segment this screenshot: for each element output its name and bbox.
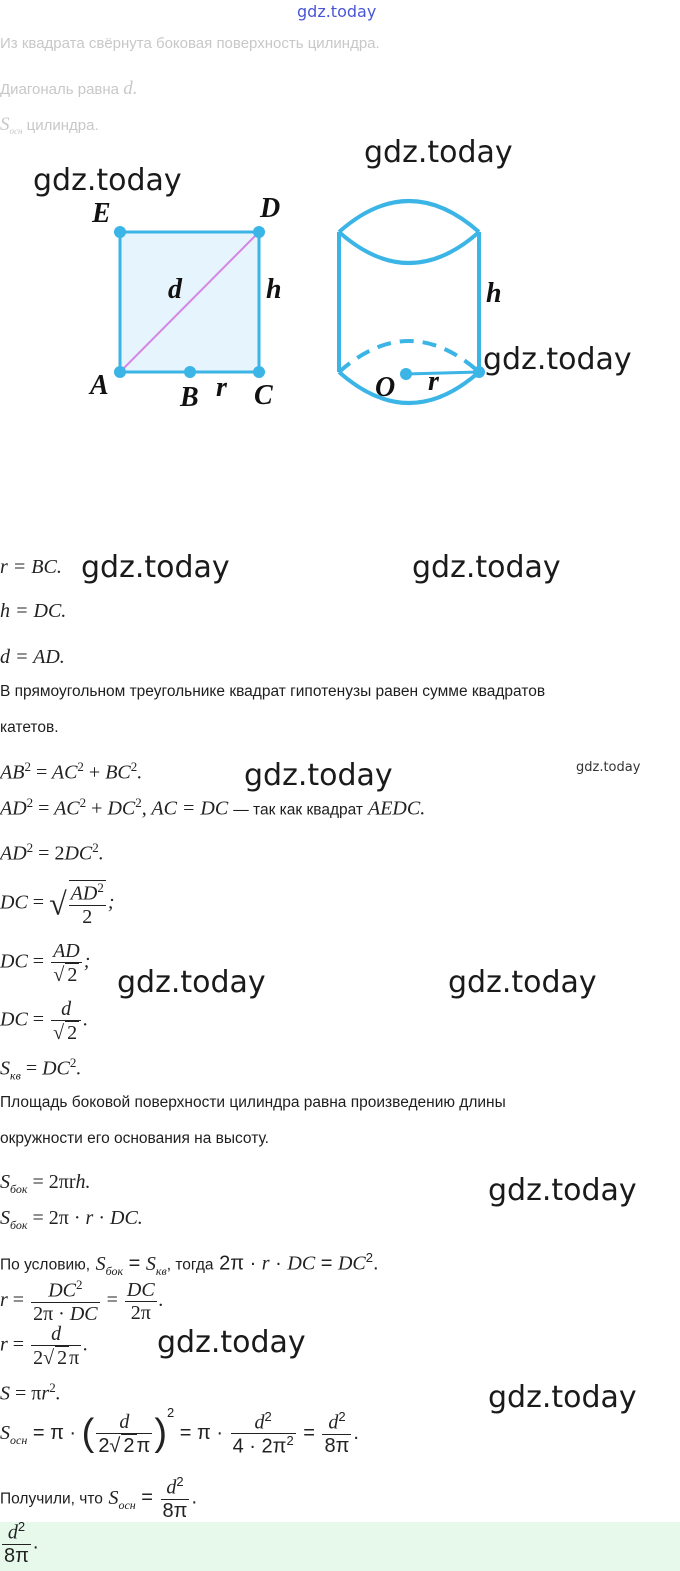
sub-bok: бок bbox=[10, 1218, 28, 1232]
label-r-square: r bbox=[216, 372, 227, 403]
label-r-cylinder: r bbox=[428, 366, 439, 397]
cond-prefix: По условию, bbox=[0, 1256, 91, 1274]
eq-s-pir2: $S = \pi r^2$. bbox=[0, 1380, 61, 1405]
answer-box bbox=[0, 1519, 680, 1571]
ac-eq-dc: AC = DC bbox=[151, 797, 229, 820]
cond-then: , тогда bbox=[166, 1256, 214, 1274]
radius-line bbox=[406, 372, 479, 374]
top-watermark: gdz.today bbox=[297, 2, 377, 21]
problem-line-2-var: d. bbox=[123, 78, 138, 99]
sub-osn: осн bbox=[118, 1497, 136, 1512]
eq-r-frac: r = $\frac{DC^2}{2\pi \cdot DC}$ = $\frac{DC}{2\pi}$ . bbox=[0, 1277, 164, 1325]
problem-line-3-sub: осн bbox=[9, 126, 23, 136]
point-c bbox=[253, 366, 265, 378]
eq-s-bok-1: $S_{бок} = 2\pi rh$. bbox=[0, 1171, 91, 1196]
label-c: C bbox=[254, 380, 273, 411]
point-d bbox=[253, 226, 265, 238]
lateral-text-2: окружности его основания на высоту. bbox=[0, 1130, 269, 1147]
eq-ab-squared: $AB^2 = AC^2 + BC^2$. bbox=[0, 759, 143, 784]
label-o: O bbox=[375, 372, 396, 403]
watermark: gdz.today bbox=[448, 965, 597, 1000]
watermark: gdz.today bbox=[576, 760, 641, 775]
problem-line-2-text: Диагональ равна bbox=[0, 81, 120, 98]
watermark: gdz.today bbox=[81, 550, 230, 585]
eq-d: d = AD. bbox=[0, 646, 65, 668]
lateral-text-1: Площадь боковой поверхности цилиндра равна произведению длины bbox=[0, 1094, 506, 1111]
watermark: gdz.today bbox=[488, 1173, 637, 1208]
watermark: gdz.today bbox=[117, 965, 266, 1000]
label-a: A bbox=[90, 370, 109, 401]
label-b: B bbox=[180, 382, 199, 413]
point-e bbox=[114, 226, 126, 238]
pyth-text-2: катетов. bbox=[0, 719, 59, 736]
problem-line-1: Из квадрата свёрнута боковая поверхность цилиндра. bbox=[0, 35, 380, 52]
watermark: gdz.today bbox=[364, 135, 513, 170]
watermark: gdz.today bbox=[33, 163, 182, 198]
cylinder-figure bbox=[339, 201, 485, 403]
pyth-text-1: В прямоугольном треугольнике квадрат гипотенузы равен сумме квадратов bbox=[0, 683, 546, 700]
label-d-diagonal: d bbox=[168, 274, 182, 305]
watermark: gdz.today bbox=[483, 342, 632, 377]
sub-osn: осн bbox=[10, 1433, 28, 1447]
watermark: gdz.today bbox=[488, 1380, 637, 1415]
result-prefix: Получили, что bbox=[0, 1490, 103, 1508]
square-figure bbox=[114, 226, 265, 378]
point-b bbox=[184, 366, 196, 378]
problem-line-3-var: S bbox=[0, 114, 10, 135]
sub-bok: бок bbox=[10, 1182, 28, 1196]
square-name: AEDC. bbox=[368, 797, 426, 820]
problem-line-2 bbox=[0, 78, 137, 100]
eq-r-d: r = $\frac{d}{2√ 2 \pi}$ . bbox=[0, 1323, 89, 1369]
eq-dc-ad-sqrt2: DC = $\frac{AD}{√ 2}$ ; bbox=[0, 940, 91, 986]
point-o bbox=[400, 368, 412, 380]
eq-r: r = BC. bbox=[0, 556, 62, 578]
label-h-cylinder: h bbox=[486, 278, 502, 309]
sub-kv: кв bbox=[10, 1068, 21, 1083]
sub-bok: бок bbox=[105, 1263, 124, 1278]
eq-dc-d-sqrt2: DC = $\frac{d}{√ 2}$ . bbox=[0, 998, 89, 1044]
eq-ad2-2dc2: $AD^2 = 2DC^2$. bbox=[0, 840, 104, 865]
eq-condition: По условию, $S_{бок} = S_{кв}$, тогда 2π · r · DC = $DC^2$. bbox=[0, 1250, 379, 1278]
eq-ad-squared: $AD^2 = AC^2 + DC^2$, AC = DC — так как квадрат AEDC. bbox=[0, 795, 426, 820]
eq-h: h = DC. bbox=[0, 600, 67, 622]
answer-formula: $\frac{d^2}{8\pi}$ . bbox=[4, 1519, 39, 1567]
label-h-square: h bbox=[266, 274, 282, 305]
watermark: gdz.today bbox=[412, 550, 561, 585]
eq-dc-sqrt: DC = √ $\frac{AD^2}{2}$ ; bbox=[0, 880, 115, 928]
eq-s-osn: $S_{осн} = \pi$ · ( $\frac{d}{2√ 2 \pi}$ )$^2$ = π · $\frac{d^2}{4 \cdot 2\pi^2}$ = $\frac{d^2}{8\pi}$ . bbox=[0, 1405, 359, 1458]
eq-result: Получили, что $S_{осн}$ = $\frac{d^2}{8\pi}$ . bbox=[0, 1474, 198, 1522]
label-d: D bbox=[260, 193, 281, 224]
watermark: gdz.today bbox=[157, 1325, 306, 1360]
square-note: — так как квадрат bbox=[233, 801, 363, 819]
eq-s-bok-2: $S_{бок} = 2\pi \cdot r$ · DC. bbox=[0, 1207, 143, 1232]
problem-line-3-text: цилиндра. bbox=[26, 117, 99, 134]
watermark: gdz.today bbox=[244, 758, 393, 793]
label-e: E bbox=[92, 198, 111, 229]
sub-kv: кв bbox=[155, 1263, 167, 1278]
eq-s-kv: $S_{кв} = DC^2$. bbox=[0, 1055, 82, 1083]
point-a bbox=[114, 366, 126, 378]
